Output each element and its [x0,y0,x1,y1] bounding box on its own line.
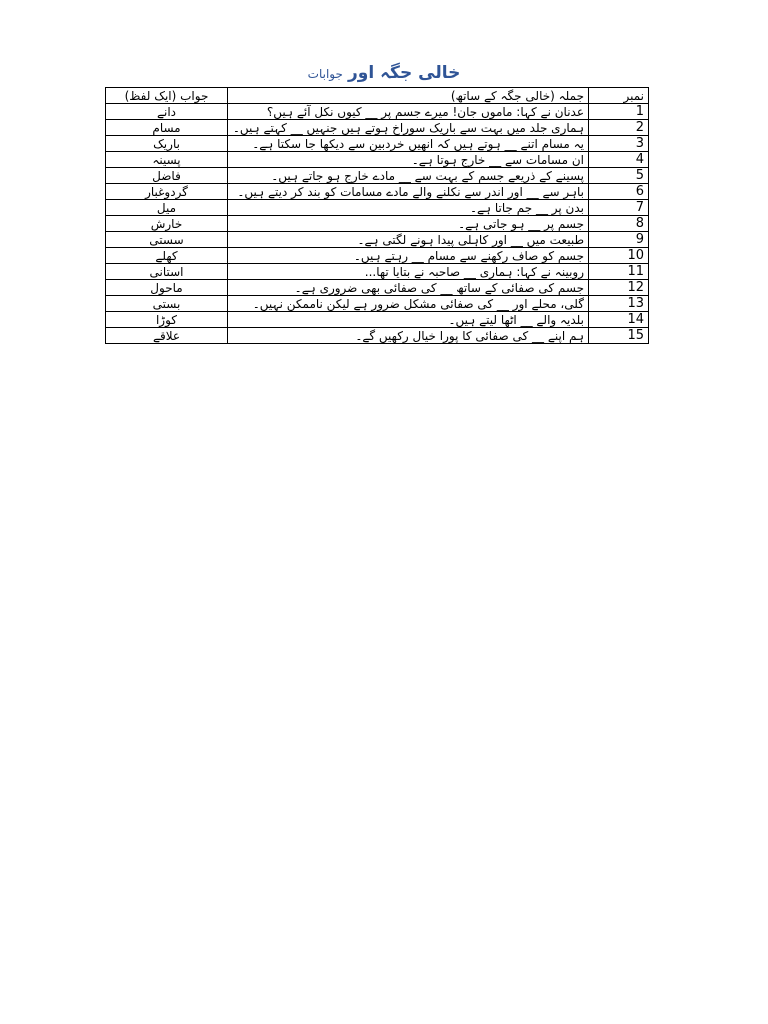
row-number: 15 [589,328,649,344]
table-row [106,120,649,136]
row-answer: مسام [106,120,228,136]
row-sentence: بلدیہ والے __ اٹھا لیتے ہیں۔ [228,312,589,328]
row-number: 4 [589,152,649,168]
row-sentence: گلی، محلے اور __ کی صفائی مشکل ضرور ہے لیکن ناممکن نہیں۔ [228,296,589,312]
row-sentence: جسم پر __ ہو جاتی ہے۔ [228,216,589,232]
row-answer: پسینہ [106,152,228,168]
row-number: 11 [589,264,649,280]
row-answer: استانی [106,264,228,280]
row-sentence: روبینہ نے کہا: ہماری __ صاحبہ نے بتایا تھا... [228,264,589,280]
table-row [106,184,649,200]
page-title [0,60,768,87]
row-number: 8 [589,216,649,232]
table-row [106,264,649,280]
table-row [106,248,649,264]
table-row [106,280,649,296]
row-number: 1 [589,104,649,120]
table-row [106,152,649,168]
row-answer: علاقے [106,328,228,344]
table-row [106,296,649,312]
row-answer: کھلے [106,248,228,264]
row-answer: دانے [106,104,228,120]
table-row [106,216,649,232]
row-number: 9 [589,232,649,248]
row-sentence: یہ مسام اتنے __ ہوتے ہیں کہ انھیں خردبین سے دیکھا جا سکتا ہے۔ [228,136,589,152]
row-number: 7 [589,200,649,216]
table-row [106,168,649,184]
row-number: 14 [589,312,649,328]
row-sentence: بدن پر __ جم جاتا ہے۔ [228,200,589,216]
row-sentence: ان مسامات سے __ خارج ہوتا ہے۔ [228,152,589,168]
table-row [106,104,649,120]
answers-table [105,87,649,344]
table-header-row [106,88,649,104]
header-answer: جواب (ایک لفظ) [106,88,228,104]
row-number: 12 [589,280,649,296]
row-number: 10 [589,248,649,264]
row-answer: باریک [106,136,228,152]
row-sentence: ہماری جلد میں بہت سے باریک سوراخ ہوتے ہیں جنہیں __ کہتے ہیں۔ [228,120,589,136]
row-sentence: طبیعت میں __ اور کاہلی پیدا ہونے لگتی ہے۔ [228,232,589,248]
row-number: 5 [589,168,649,184]
header-sentence: جملہ (خالی جگہ کے ساتھ) [228,88,589,104]
row-answer: فاضل [106,168,228,184]
row-number: 2 [589,120,649,136]
table-row [106,200,649,216]
row-sentence: پسینے کے ذریعے جسم کے بہت سے __ مادے خارج ہو جاتے ہیں۔ [228,168,589,184]
row-sentence: جسم کی صفائی کے ساتھ __ کی صفائی بھی ضروری ہے۔ [228,280,589,296]
row-sentence: عدنان نے کہا: ماموں جان! میرے جسم پر __ کیوں نکل آئے ہیں؟ [228,104,589,120]
table-row [106,328,649,344]
row-sentence: ہم اپنے __ کی صفائی کا پورا خیال رکھیں گے۔ [228,328,589,344]
row-sentence: جسم کو صاف رکھنے سے مسام __ رہتے ہیں۔ [228,248,589,264]
row-number: 6 [589,184,649,200]
table-row [106,312,649,328]
title-main: خالی جگہ اور [348,63,461,83]
row-answer: گردوغبار [106,184,228,200]
row-answer: سستی [106,232,228,248]
row-answer: ماحول [106,280,228,296]
row-number: 13 [589,296,649,312]
row-answer: بستی [106,296,228,312]
row-number: 3 [589,136,649,152]
table-row [106,232,649,248]
row-answer: خارش [106,216,228,232]
title-sub: جوابات [307,67,343,81]
row-answer: میل [106,200,228,216]
row-sentence: باہر سے __ اور اندر سے نکلنے والے مادے مسامات کو بند کر دیتے ہیں۔ [228,184,589,200]
header-number: نمبر [589,88,649,104]
table-row [106,136,649,152]
row-answer: کوڑا [106,312,228,328]
